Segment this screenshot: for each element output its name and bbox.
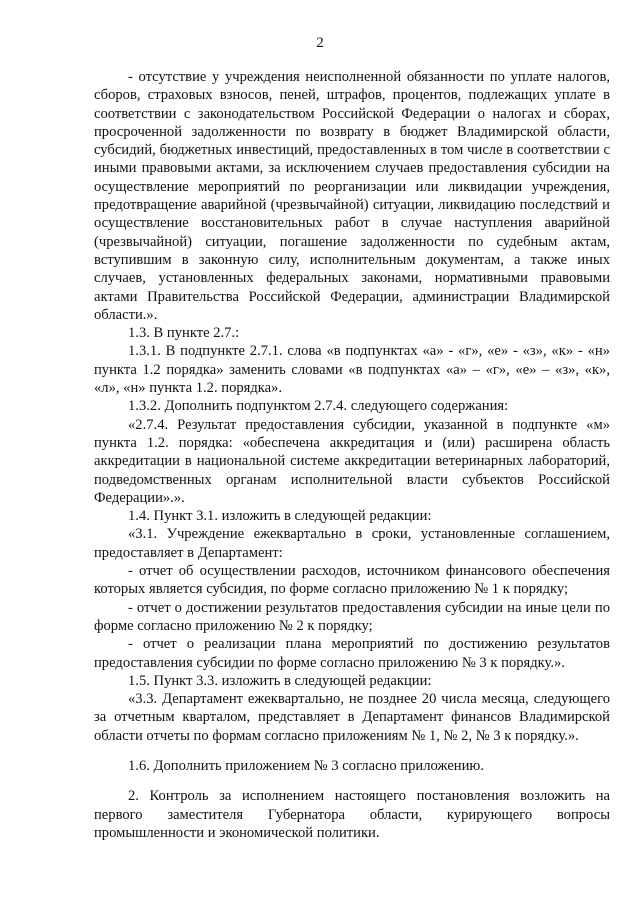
paragraph-1-3-2: 1.3.2. Дополнить подпунктом 2.7.4. следующего содержания: [128,398,509,415]
paragraph-1-6: 1.6. Дополнить приложением № 3 согласно приложению. [128,757,484,774]
paragraph-2-control: 2. Контроль за исполнением настоящего постановления возложить на первого заместителя Губернатора области, курирующего вопросы промышленности и экономической политики. [94,788,610,841]
paragraph-report-plan: - отчет о реализации плана мероприятий по достижению результатов предоставления субсидии по форме согласно приложению № 3 к порядку.». [94,636,610,671]
paragraph-report-expenses: - отчет об осуществлении расходов, источником финансового обеспечения которых является субсидия, по форме согласно приложению № 1 к порядку; [94,563,610,598]
paragraph-1-3: 1.3. В пункте 2.7.: [128,325,240,342]
paragraph-report-results: - отчет о достижении результатов предоставления субсидии на иные цели по форме согласно приложению № 2 к порядку; [94,599,610,634]
paragraph-debt-absence: - отсутствие у учреждения неисполненной обязанности по уплате налогов, сборов, страховых взносов, пеней, штрафов, процентов, подлежащих уплате в соответствии с законодательством Российской Федерации о налогах и сборах, просроченной задолженности по возврату в бюджет Владимирской области, субсидий, бюджетных инвестиций, предоставленных в том числе в соответствии с иными правовыми актами, за исключением случаев предоставления субсидии на осуществление мероприятий по реорганизации или ликвидации учреждения, предотвращение аварийной (чрезвычайной) ситуации, ликвидацию последствий и осуществление восстановительных работ в случае наступления аварийной (чрезвычайной) ситуации, погашение задолженности по судебным актам, вступившим в законную силу, исполнительным документам, а также иных случаев, установленных федеральных законами, нормативными правовыми актами Правительства Российской Федерации, администрации Владимирской области.». [94,69,610,323]
paragraph-3-1: «3.1. Учреждение ежеквартально в сроки, установленные соглашением, предоставляет в Департамент: [94,526,610,561]
document-body [94,68,610,842]
paragraph-1-4: 1.4. Пункт 3.1. изложить в следующей редакции: [128,508,432,525]
paragraph-2-7-4: «2.7.4. Результат предоставления субсидии, указанной в подпункте «м» пункта 1.2. порядка: «обеспечена аккредитация и (или) расширена область аккредитации в национальной системе аккредитации ветеринарных лабораторий, подведомственных органам исполнительной власти субъектов Российской Федерации».». [94,416,610,506]
paragraph-3-3: «3.3. Департамент ежеквартально, не позднее 20 числа месяца, следующего за отчетным кварталом, представляет в Департамент финансов Владимирской области отчеты по формам согласно приложениям № 1, № 2, № 3 к порядку.». [94,691,610,744]
page-number: 2 [316,35,324,51]
paragraph-1-5: 1.5. Пункт 3.3. изложить в следующей редакции: [128,672,432,689]
paragraph-1-3-1: 1.3.1. В подпункте 2.7.1. слова «в подпунктах «а» - «г», «е» - «з», «к» - «н» пункта 1.2 порядка» заменить словами «в подпунктах «а» – «г», «е» – «з», «к», «л», «н» пункта 1.2. порядка». [94,343,610,397]
